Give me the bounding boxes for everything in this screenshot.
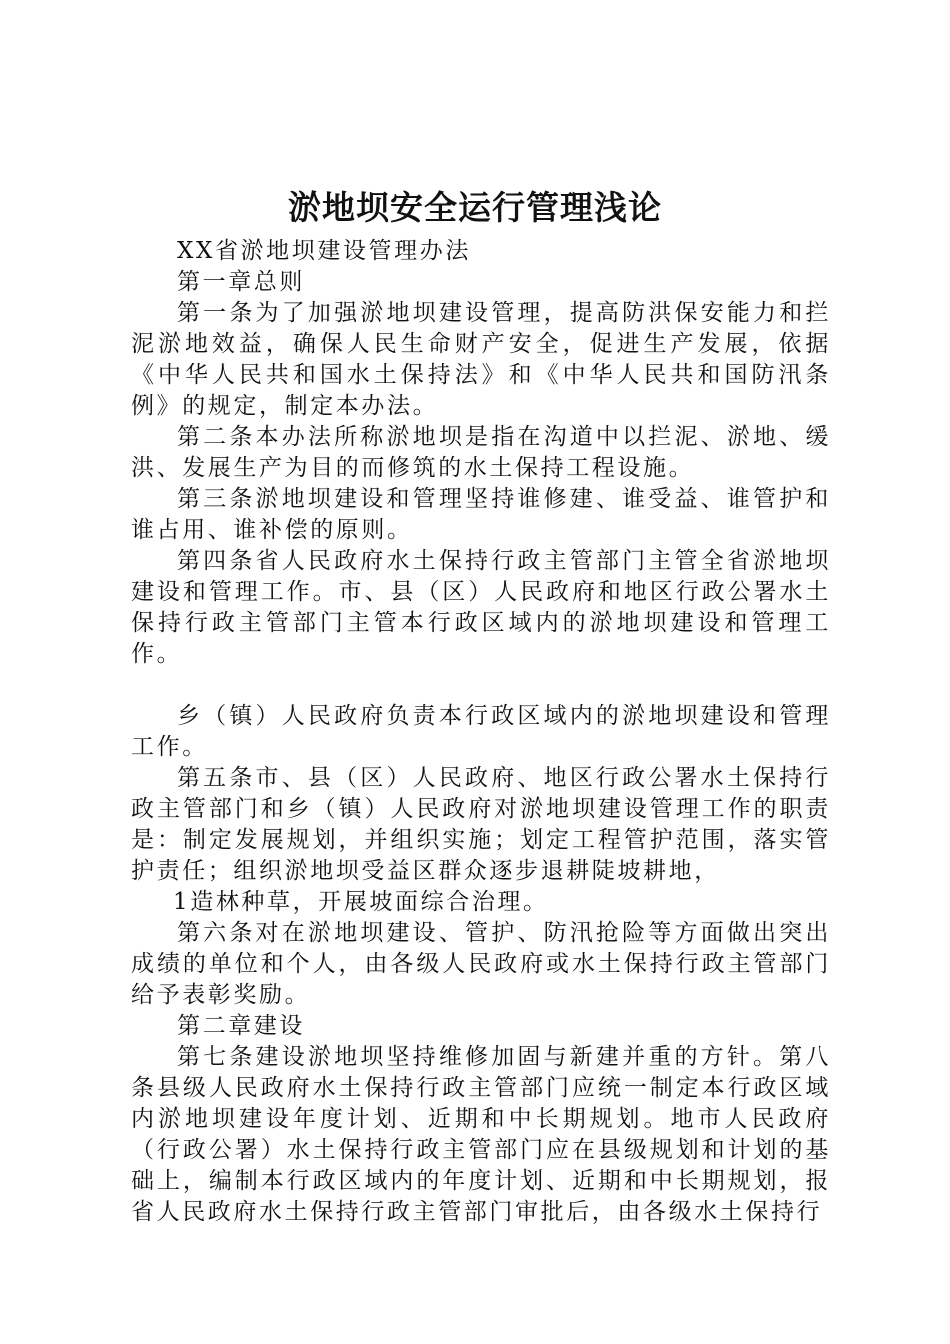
paragraph-article-5: 第五条市、县（区）人民政府、地区行政公署水土保持行政主管部门和乡（镇）人民政府对淤地坝建设管理工作的职责是：制定发展规划，并组织实施；划定工程管护范围，落实管护责任；组织淤地坝受益区群众逐步退耕陡坡耕地， xyxy=(131,765,831,884)
paragraph-article-5-continued: 1造林种草，开展坡面综合治理。 xyxy=(173,889,549,915)
document-title: 淤地坝安全运行管理浅论 xyxy=(288,188,662,227)
paragraph-subtitle: XX省淤地坝建设管理办法 xyxy=(177,238,471,264)
paragraph-chapter-1: 第一章总则 xyxy=(177,269,305,295)
paragraph-chapter-2: 第二章建设 xyxy=(177,1013,305,1039)
paragraph-article-2: 第二条本办法所称淤地坝是指在沟道中以拦泥、淤地、缓洪、发展生产为目的而修筑的水土保持工程设施。 xyxy=(131,424,831,481)
paragraph-article-4: 第四条省人民政府水土保持行政主管部门主管全省淤地坝建设和管理工作。市、县（区）人民政府和地区行政公署水土保持行政主管部门主管本行政区域内的淤地坝建设和管理工作。 xyxy=(131,548,831,667)
paragraph-township: 乡（镇）人民政府负责本行政区域内的淤地坝建设和管理工作。 xyxy=(131,703,831,760)
document-body xyxy=(131,236,831,1228)
paragraph-article-1: 第一条为了加强淤地坝建设管理，提高防洪保安能力和拦泥淤地效益，确保人民生命财产安全，促进生产发展，依据《中华人民共和国水土保持法》和《中华人民共和国防汛条例》的规定，制定本办法。 xyxy=(131,300,831,419)
paragraph-article-3: 第三条淤地坝建设和管理坚持谁修建、谁受益、谁管护和谁占用、谁补偿的原则。 xyxy=(131,486,831,543)
paragraph-article-7-8: 第七条建设淤地坝坚持维修加固与新建并重的方针。第八条县级人民政府水土保持行政主管部门应统一制定本行政区域内淤地坝建设年度计划、近期和中长期规划。地市人民政府（行政公署）水土保持行政主管部门应在县级规划和计划的基础上，编制本行政区域内的年度计划、近期和中长期规划，报省人民政府水土保持行政主管部门审批后，由各级水土保持行 xyxy=(131,1044,831,1225)
paragraph-article-6: 第六条对在淤地坝建设、管护、防汛抢险等方面做出突出成绩的单位和个人，由各级人民政府或水土保持行政主管部门给予表彰奖励。 xyxy=(131,920,831,1008)
